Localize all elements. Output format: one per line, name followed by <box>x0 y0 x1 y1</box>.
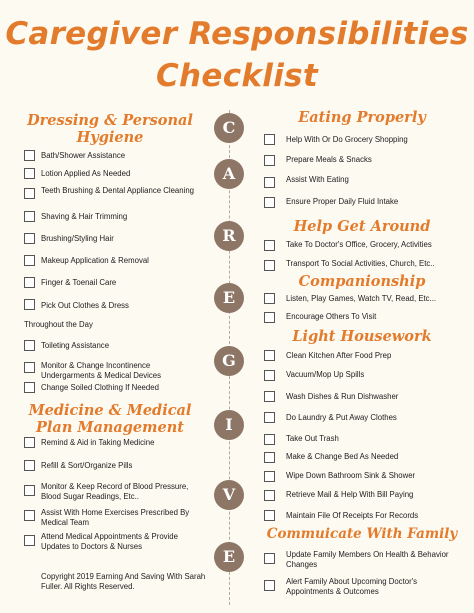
list-item: Assist With Home Exercises Prescribed By Medical Team <box>41 508 190 527</box>
list-item: Wipe Down Bathroom Sink & Shower <box>286 471 416 480</box>
checkbox[interactable] <box>264 197 275 208</box>
checkbox[interactable] <box>24 382 35 393</box>
checkbox[interactable] <box>24 460 35 471</box>
list-item: Prepare Meals & Snacks <box>286 155 372 164</box>
list-item: Assist With Eating <box>286 175 349 184</box>
list-item: Ensure Proper Daily Fluid Intake <box>286 197 399 206</box>
checkbox[interactable] <box>264 293 275 304</box>
checkbox[interactable] <box>24 255 35 266</box>
checkbox[interactable] <box>24 485 35 496</box>
list-item: Monitor & Change Incontinence Undergarments & Medical Devices <box>41 361 162 380</box>
list-item: Lotion Applied As Needed <box>41 169 131 178</box>
list-item: Take Out Trash <box>286 434 339 443</box>
checkbox[interactable] <box>264 490 275 501</box>
list-item: Clean Kitchen After Food Prep <box>286 351 392 360</box>
checkbox[interactable] <box>264 134 275 145</box>
list-item: Monitor & Keep Record of Blood Pressure, Blood Sugar Readings, Etc.. <box>41 482 189 501</box>
checkbox[interactable] <box>24 277 35 288</box>
list-item: Finger & Toenail Care <box>41 278 117 287</box>
list-item: Do Laundry & Put Away Clothes <box>286 413 397 422</box>
checkbox[interactable] <box>24 168 35 179</box>
list-item-continuation: Throughout the Day <box>24 320 93 329</box>
letter-circle-i: I <box>214 410 244 440</box>
list-item: Toileting Assistance <box>41 341 110 350</box>
checkbox[interactable] <box>24 362 35 373</box>
checkbox[interactable] <box>264 240 275 251</box>
list-item: Bath/Shower Assistance <box>41 151 126 160</box>
section-heading-getaround: Help Get Around <box>293 218 431 235</box>
checkbox[interactable] <box>24 233 35 244</box>
checkbox[interactable] <box>264 155 275 166</box>
list-item: Remind & Aid in Taking Medicine <box>41 438 155 447</box>
checkbox[interactable] <box>264 391 275 402</box>
section-heading-medicine: Medicine & Medical Plan Management <box>28 402 192 436</box>
checkbox[interactable] <box>264 553 275 564</box>
checkbox[interactable] <box>264 312 275 323</box>
section-heading-eating: Eating Properly <box>298 109 426 126</box>
list-item: Retrieve Mail & Help With Bill Paying <box>286 490 414 499</box>
list-item: Change Soiled Clothing If Needed <box>41 383 159 392</box>
checkbox[interactable] <box>24 188 35 199</box>
list-item: Shaving & Hair Trimming <box>41 212 128 221</box>
checkbox[interactable] <box>24 340 35 351</box>
list-item: Transport To Social Activities, Church, Etc.. <box>286 259 435 268</box>
list-item: Teeth Brushing & Dental Appliance Cleaning <box>41 186 195 195</box>
checkbox[interactable] <box>264 580 275 591</box>
list-item: Update Family Members On Health & Behavior Changes <box>286 550 449 569</box>
checkbox[interactable] <box>264 434 275 445</box>
list-item: Refill & Sort/Organize Pills <box>41 461 133 470</box>
checkbox[interactable] <box>264 177 275 188</box>
list-item: Makeup Application & Removal <box>41 256 149 265</box>
letter-circle-e2: E <box>214 542 244 572</box>
list-item: Alert Family About Upcoming Doctor's Appointments & Outcomes <box>286 577 418 596</box>
letter-circle-c: C <box>214 113 244 143</box>
list-item: Brushing/Styling Hair <box>41 234 114 243</box>
section-heading-family: Commuicate With Family <box>266 526 458 542</box>
copyright-notice: Copyright 2019 Earning And Saving With Sarah Fuller. All Rights Reserved. <box>41 572 206 591</box>
checkbox[interactable] <box>264 471 275 482</box>
checkbox[interactable] <box>264 350 275 361</box>
checkbox[interactable] <box>24 535 35 546</box>
list-item: Wash Dishes & Run Dishwasher <box>286 392 399 401</box>
checkbox[interactable] <box>264 260 275 271</box>
section-heading-dressing: Dressing & Personal Hygiene <box>27 112 193 146</box>
list-item: Maintain File Of Receipts For Records <box>286 511 419 520</box>
checkbox[interactable] <box>24 299 35 310</box>
list-item: Attend Medical Appointments & Provide Updates to Doctors & Nurses <box>41 532 178 551</box>
list-item: Pick Out Clothes & Dress <box>41 301 129 310</box>
checkbox[interactable] <box>264 370 275 381</box>
checkbox[interactable] <box>24 437 35 448</box>
page-title-line2: Checklist <box>155 58 319 94</box>
letter-circle-g: G <box>214 346 244 376</box>
checkbox[interactable] <box>264 510 275 521</box>
letter-circle-e: E <box>214 283 244 313</box>
section-heading-companionship: Companionship <box>298 273 426 290</box>
checkbox[interactable] <box>264 412 275 423</box>
letter-circle-v: V <box>214 480 244 510</box>
checkbox[interactable] <box>24 211 35 222</box>
list-item: Encourage Others To Visit <box>286 312 377 321</box>
list-item: Help With Or Do Grocery Shopping <box>286 135 408 144</box>
list-item: Listen, Play Games, Watch TV, Read, Etc... <box>286 294 437 303</box>
list-item: Make & Change Bed As Needed <box>286 452 399 461</box>
list-item: Vacuum/Mop Up Spills <box>286 370 365 379</box>
letter-circle-r: R <box>214 221 244 251</box>
list-item: Take To Doctor's Office, Grocery, Activities <box>286 240 432 249</box>
letter-circle-a: A <box>214 159 244 189</box>
checkbox[interactable] <box>24 510 35 521</box>
checkbox[interactable] <box>24 150 35 161</box>
page-title-line1: Caregiver Responsibilities <box>5 16 469 52</box>
checkbox[interactable] <box>264 452 275 463</box>
section-heading-housework: Light Housework <box>292 328 432 345</box>
